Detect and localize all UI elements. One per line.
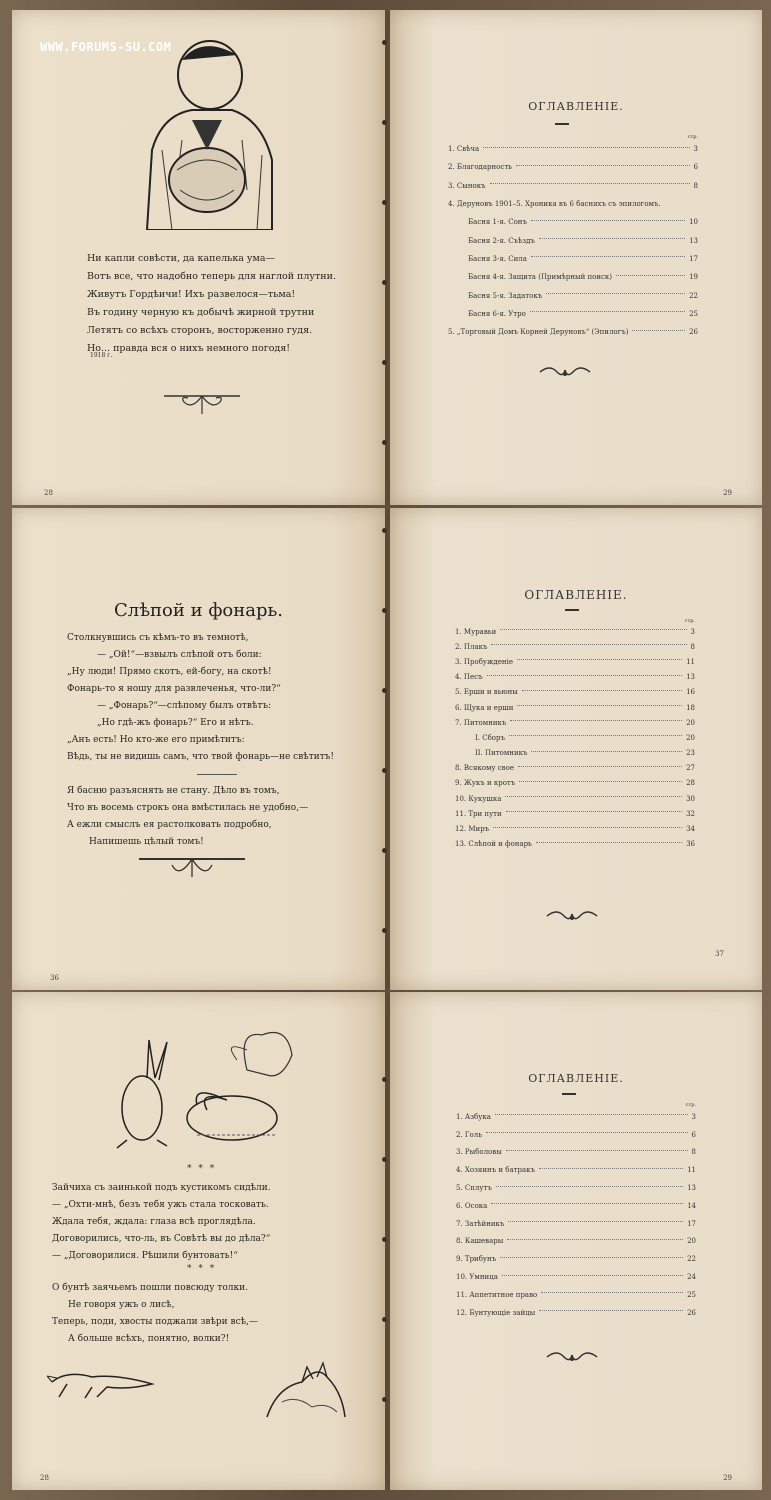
toc-row	[455, 837, 695, 852]
leader-dots	[539, 238, 685, 239]
toc-entry-page: 11	[687, 1166, 696, 1175]
toc-row	[448, 286, 698, 304]
page-column-label: стр.	[684, 618, 695, 624]
toc-entry-page: 8	[693, 181, 698, 190]
ornament-icon	[535, 362, 595, 382]
leader-dots	[616, 275, 685, 276]
stars-separator: * * *	[187, 1264, 217, 1274]
toc-row	[455, 715, 695, 730]
toc-entry-label: Басня 1-я. Сонъ	[468, 218, 527, 227]
ornament-icon	[542, 1347, 602, 1367]
toc-row	[456, 1197, 696, 1215]
leader-dots	[483, 147, 689, 148]
toc-entry-page: 6	[693, 163, 698, 172]
toc-list	[455, 618, 695, 852]
toc-row	[455, 746, 695, 761]
toc-row	[456, 1161, 696, 1179]
leader-dots	[510, 720, 682, 721]
toc-list	[456, 1102, 696, 1322]
toc-entry-page: 25	[687, 1290, 696, 1299]
binding-hole	[382, 40, 387, 45]
leader-dots	[522, 690, 682, 691]
toc-entry-page: 13	[687, 1184, 696, 1193]
toc-entry-page: 16	[686, 688, 695, 697]
toc-row	[455, 624, 695, 639]
toc-row	[448, 250, 698, 268]
toc-entry-label: 13. Слѣпой и фонарь	[455, 840, 532, 849]
toc-entry-page: 26	[687, 1308, 696, 1317]
toc-row	[448, 177, 698, 195]
toc-entry-label: 11. Аппетитное право	[456, 1290, 538, 1299]
leader-dots	[500, 629, 686, 630]
title-rule	[562, 1093, 576, 1095]
toc-row	[456, 1144, 696, 1162]
toc-entry-label: 1. Азбука	[456, 1112, 491, 1121]
page-number: 37	[715, 950, 724, 958]
leader-dots	[508, 1221, 683, 1222]
toc-row	[448, 158, 698, 176]
leader-dots	[516, 165, 690, 166]
toc-entry-page: 3	[690, 627, 695, 636]
leader-dots	[495, 1114, 688, 1115]
toc-entry-label: 7. Затѣйникъ	[456, 1219, 505, 1228]
poem-line: — „Ой!“—взвылъ слѣпой отъ боли:	[97, 650, 262, 660]
toc-entry-label: 12. Миръ	[455, 825, 490, 834]
binding-hole	[382, 280, 387, 285]
toc-entry-page: 19	[689, 273, 698, 282]
leader-dots	[546, 293, 685, 294]
toc-entry-page: 17	[687, 1219, 696, 1228]
toc-entry-label: 5. „Торговый Домъ Корней Деруновъ“ (Эпилогъ)	[448, 328, 629, 337]
leader-dots	[506, 811, 682, 812]
title-rule	[555, 123, 569, 125]
binding-hole	[382, 688, 387, 693]
leader-dots	[500, 1257, 683, 1258]
toc-entry-label: 5. Ерши и вьюны	[455, 688, 518, 697]
toc-row	[456, 1268, 696, 1286]
spread-3	[12, 992, 762, 1490]
poem-line: Ни капли совѣсти, да капелька ума—	[87, 253, 276, 264]
hares-illustration	[97, 1020, 297, 1160]
stars-separator: * * *	[187, 1164, 217, 1174]
poem-line: Въ годину черную къ добычѣ жирной трутни	[87, 307, 315, 318]
toc-title: ОГЛАВЛЕНІЕ.	[528, 1072, 624, 1085]
toc-row	[456, 1304, 696, 1322]
toc-entry-page: 13	[689, 236, 698, 245]
binding-hole	[382, 928, 387, 933]
toc-row	[448, 268, 698, 286]
toc-row	[448, 195, 698, 213]
leader-dots	[507, 1239, 683, 1240]
leader-dots	[496, 1186, 683, 1187]
leader-dots	[517, 659, 682, 660]
toc-entry-label: II. Питомникъ	[475, 749, 528, 758]
leader-dots	[491, 1203, 683, 1204]
leader-dots	[491, 644, 686, 645]
toc-entry-page: 20	[686, 718, 695, 727]
leader-dots	[493, 827, 682, 828]
toc-row	[456, 1215, 696, 1233]
toc-entry-page: 32	[686, 809, 695, 818]
toc-row	[455, 730, 695, 745]
toc-entry-label: 3. Рыболовы	[456, 1148, 502, 1157]
page-29-right	[390, 10, 762, 505]
poem-line: Вотъ все, что надобно теперь для наглой плутни.	[87, 271, 336, 282]
toc-entry-label: 10. Умница	[456, 1273, 498, 1282]
poem-line: Живутъ Гордѣичи! Ихъ развелося—тьма!	[87, 289, 296, 300]
toc-entry-page: 26	[689, 328, 698, 337]
toc-entry-page: 3	[693, 145, 698, 154]
caricature-illustration	[122, 30, 282, 230]
toc-entry-page: 25	[689, 309, 698, 318]
binding-hole	[382, 608, 387, 613]
toc-row	[456, 1250, 696, 1268]
poem-line: А ежли смыслъ ея растолковать подробно,	[67, 820, 272, 830]
toc-row	[456, 1126, 696, 1144]
toc-entry-page: 20	[686, 733, 695, 742]
leader-dots	[539, 1310, 683, 1311]
toc-entry-label: 4. Деруновъ 1901–5. Хроника въ 6 басняхъ съ эпилогомъ.	[448, 200, 661, 209]
toc-entry-page: 8	[690, 642, 695, 651]
poem-line: Летятъ со всѣхъ сторонъ, восторженно гудя.	[87, 325, 313, 336]
toc-entry-page: 11	[686, 657, 695, 666]
leader-dots	[536, 842, 682, 843]
ornament-icon	[162, 388, 242, 418]
toc-entry-label: Басня 5-я. Задатокъ	[468, 291, 543, 300]
toc-entry-label: Басня 3-я. Сила	[468, 254, 527, 263]
poem-line: Столкнувшись съ кѣмъ-то въ темнотѣ,	[67, 633, 249, 643]
toc-row	[448, 323, 698, 341]
page-29b-right	[390, 992, 762, 1490]
toc-row	[455, 761, 695, 776]
poem-block	[52, 1280, 258, 1348]
wolf-illustration	[257, 1357, 352, 1427]
page-column-label: стр.	[685, 1102, 696, 1108]
toc-entry-label: 4. Хозяинъ и батракъ	[456, 1166, 535, 1175]
toc-entry-page: 27	[686, 764, 695, 773]
toc-row	[448, 305, 698, 323]
toc-entry-page: 23	[686, 749, 695, 758]
poem-line: Вѣдь, ты не видишь самъ, что твой фонарь—не свѣтитъ!	[67, 752, 335, 762]
binding-hole	[382, 120, 387, 125]
toc-row	[456, 1179, 696, 1197]
page-37-right	[390, 508, 762, 990]
leader-dots	[518, 766, 682, 767]
toc-title: ОГЛАВЛЕНІЕ.	[528, 100, 624, 113]
poem-line: „Анъ есть! Но кто-же его примѣтитъ:	[67, 735, 245, 745]
toc-row	[455, 639, 695, 654]
leader-dots	[486, 1132, 688, 1133]
toc-entry-page: 14	[687, 1201, 696, 1210]
toc-entry-page: 13	[686, 673, 695, 682]
toc-entry-label: 2. Голь	[456, 1130, 483, 1139]
page-36-left	[12, 508, 385, 990]
leader-dots	[632, 330, 685, 331]
toc-entry-label: 7. Питомникъ	[455, 718, 507, 727]
binding-hole	[382, 528, 387, 533]
page-number: 29	[723, 1474, 732, 1482]
toc-entry-label: 8. Кашевары	[456, 1237, 504, 1246]
binding-hole	[382, 1077, 387, 1082]
leader-dots	[506, 1150, 688, 1151]
poem-line: „Ну люди! Прямо скотъ, ей-богу, на скотѣ!	[67, 667, 272, 677]
toc-row	[455, 776, 695, 791]
poem-line: — „Охти-мнѣ, безъ тебя ужъ стала тосковать.	[52, 1200, 269, 1210]
binding-hole	[382, 360, 387, 365]
leader-dots	[539, 1168, 683, 1169]
toc-entry-label: 1. Муравьи	[455, 627, 497, 636]
toc-entry-label: 3. Пробужденіе	[455, 657, 513, 666]
leader-dots	[517, 705, 682, 706]
binding-hole	[382, 1157, 387, 1162]
toc-entry-label: 4. Песъ	[455, 673, 483, 682]
poem-line: — „Договорилися. Рѣшили бунтовать!“	[52, 1251, 238, 1261]
toc-entry-page: 30	[686, 794, 695, 803]
toc-entry-page: 36	[686, 840, 695, 849]
toc-row	[455, 791, 695, 806]
spread-1	[12, 10, 762, 505]
leader-dots	[487, 675, 683, 676]
toc-entry-page: 28	[686, 779, 695, 788]
toc-row	[455, 821, 695, 836]
toc-entry-label: 9. Трибунъ	[456, 1255, 497, 1264]
toc-entry-label: 11. Три пути	[455, 809, 502, 818]
poem-line: Теперь, поди, хвосты поджали звѣри всѣ,—	[52, 1317, 258, 1327]
section-divider	[197, 766, 237, 775]
poem-line: Фонарь-то я ношу для развлеченья, что-ли?“	[67, 684, 281, 694]
toc-entry-label: 2. Плакъ	[455, 642, 488, 651]
toc-list	[448, 134, 698, 341]
toc-row	[455, 806, 695, 821]
toc-entry-label: 5. Сплутъ	[456, 1184, 492, 1193]
binding-hole	[382, 1317, 387, 1322]
watermark: WWW.FORUMS-SU.COM	[40, 40, 172, 54]
poem-line: — „Фонарь?“—слѣпому былъ отвѣтъ:	[97, 701, 272, 711]
poem-line: Я басню разъяснять не стану. Дѣло въ томъ,	[67, 786, 280, 796]
leader-dots	[519, 781, 682, 782]
page-number: 28	[40, 1474, 49, 1482]
toc-row	[455, 654, 695, 669]
toc-row	[456, 1233, 696, 1251]
toc-entry-page: 3	[691, 1112, 696, 1121]
toc-entry-page: 34	[686, 825, 695, 834]
toc-row	[455, 670, 695, 685]
page-number: 28	[44, 489, 53, 497]
title-rule	[565, 609, 579, 611]
poem-line: А больше всѣхъ, понятно, волки?!	[68, 1334, 230, 1344]
toc-row	[456, 1108, 696, 1126]
page-number: 36	[50, 974, 59, 982]
leader-dots	[531, 751, 682, 752]
toc-entry-label: Басня 4-я. Защита (Примѣрный поиск)	[468, 273, 613, 282]
toc-entry-label: Басня 6-я. Утро	[468, 309, 526, 318]
page-28-left	[12, 10, 385, 505]
poem-title: Слѣпой и фонарь.	[113, 600, 284, 621]
poem-block	[87, 250, 336, 358]
leader-dots	[502, 1275, 683, 1276]
poem-line: Ждала тебя, ждала: глаза всѣ проглядѣла.	[52, 1217, 256, 1227]
poem-line: Напишешь цѣлый томъ!	[89, 837, 204, 847]
toc-row	[448, 140, 698, 158]
toc-row	[456, 1286, 696, 1304]
poem-line: Договорились, что-ль, въ Совѣтѣ вы до дѣла?“	[52, 1234, 271, 1244]
page-column-label: стр.	[687, 134, 698, 140]
fox-illustration	[47, 1362, 157, 1402]
page-28b-left	[12, 992, 385, 1490]
toc-entry-label: 6. Щука и ерши	[455, 703, 514, 712]
toc-entry-page: 6	[691, 1130, 696, 1139]
ornament-icon	[542, 906, 602, 926]
toc-entry-label: 1. Свѣча	[448, 145, 480, 154]
poem-block	[67, 630, 334, 851]
toc-entry-label: 8. Всякому свое	[455, 764, 514, 773]
poem-line: Не говоря ужъ о лисѣ,	[68, 1300, 175, 1310]
poem-line: Но... правда вся о нихъ немного погодя!	[87, 343, 291, 354]
toc-entry-page: 8	[691, 1148, 696, 1157]
leader-dots	[505, 796, 682, 797]
poem-block	[52, 1180, 271, 1265]
leader-dots	[541, 1292, 683, 1293]
toc-title: ОГЛАВЛЕНІЕ.	[524, 588, 628, 602]
poem-line: О бунтѣ заячьемъ пошли повсюду толки.	[52, 1283, 248, 1293]
spread-2	[12, 508, 762, 990]
binding-hole	[382, 848, 387, 853]
binding-hole	[382, 440, 387, 445]
toc-row	[455, 685, 695, 700]
toc-entry-page: 22	[689, 291, 698, 300]
toc-entry-label: 10. Кукушка	[455, 794, 502, 803]
toc-entry-page: 24	[687, 1273, 696, 1282]
toc-entry-page: 17	[689, 254, 698, 263]
leader-dots	[531, 256, 685, 257]
toc-entry-page: 10	[689, 218, 698, 227]
binding-hole	[382, 768, 387, 773]
binding-hole	[382, 200, 387, 205]
poem-line: Что въ восемь строкъ она вмѣстилась не удобно,—	[67, 803, 309, 813]
poem-line: „Но гдѣ-жъ фонарь?“ Его и нѣтъ.	[97, 718, 254, 728]
toc-entry-label: 3. Сынокъ	[448, 181, 486, 190]
leader-dots	[509, 735, 682, 736]
toc-entry-label: 12. Бунтующіе зайцы	[456, 1308, 536, 1317]
toc-row	[448, 213, 698, 231]
leader-dots	[530, 311, 685, 312]
toc-entry-page: 22	[687, 1255, 696, 1264]
binding-hole	[382, 1237, 387, 1242]
binding-hole	[382, 1397, 387, 1402]
poem-line: Зайчиха съ заинькой подъ кустикомъ сидѣли.	[52, 1183, 271, 1193]
toc-entry-label: 2. Благодарность	[448, 163, 512, 172]
toc-row	[448, 231, 698, 249]
leader-dots	[490, 183, 690, 184]
toc-entry-page: 20	[687, 1237, 696, 1246]
leader-dots	[531, 220, 685, 221]
toc-entry-label: 9. Жукъ и кротъ	[455, 779, 516, 788]
toc-entry-label: Басня 2-я. Съѣздъ	[468, 236, 535, 245]
page-number: 29	[723, 489, 732, 497]
toc-entry-label: 6. Осока	[456, 1201, 488, 1210]
toc-entry-page: 18	[686, 703, 695, 712]
ornament-icon	[137, 853, 247, 881]
date-label: 1918 г.	[90, 352, 113, 359]
toc-row	[455, 700, 695, 715]
toc-entry-label: I. Сборъ	[475, 733, 505, 742]
